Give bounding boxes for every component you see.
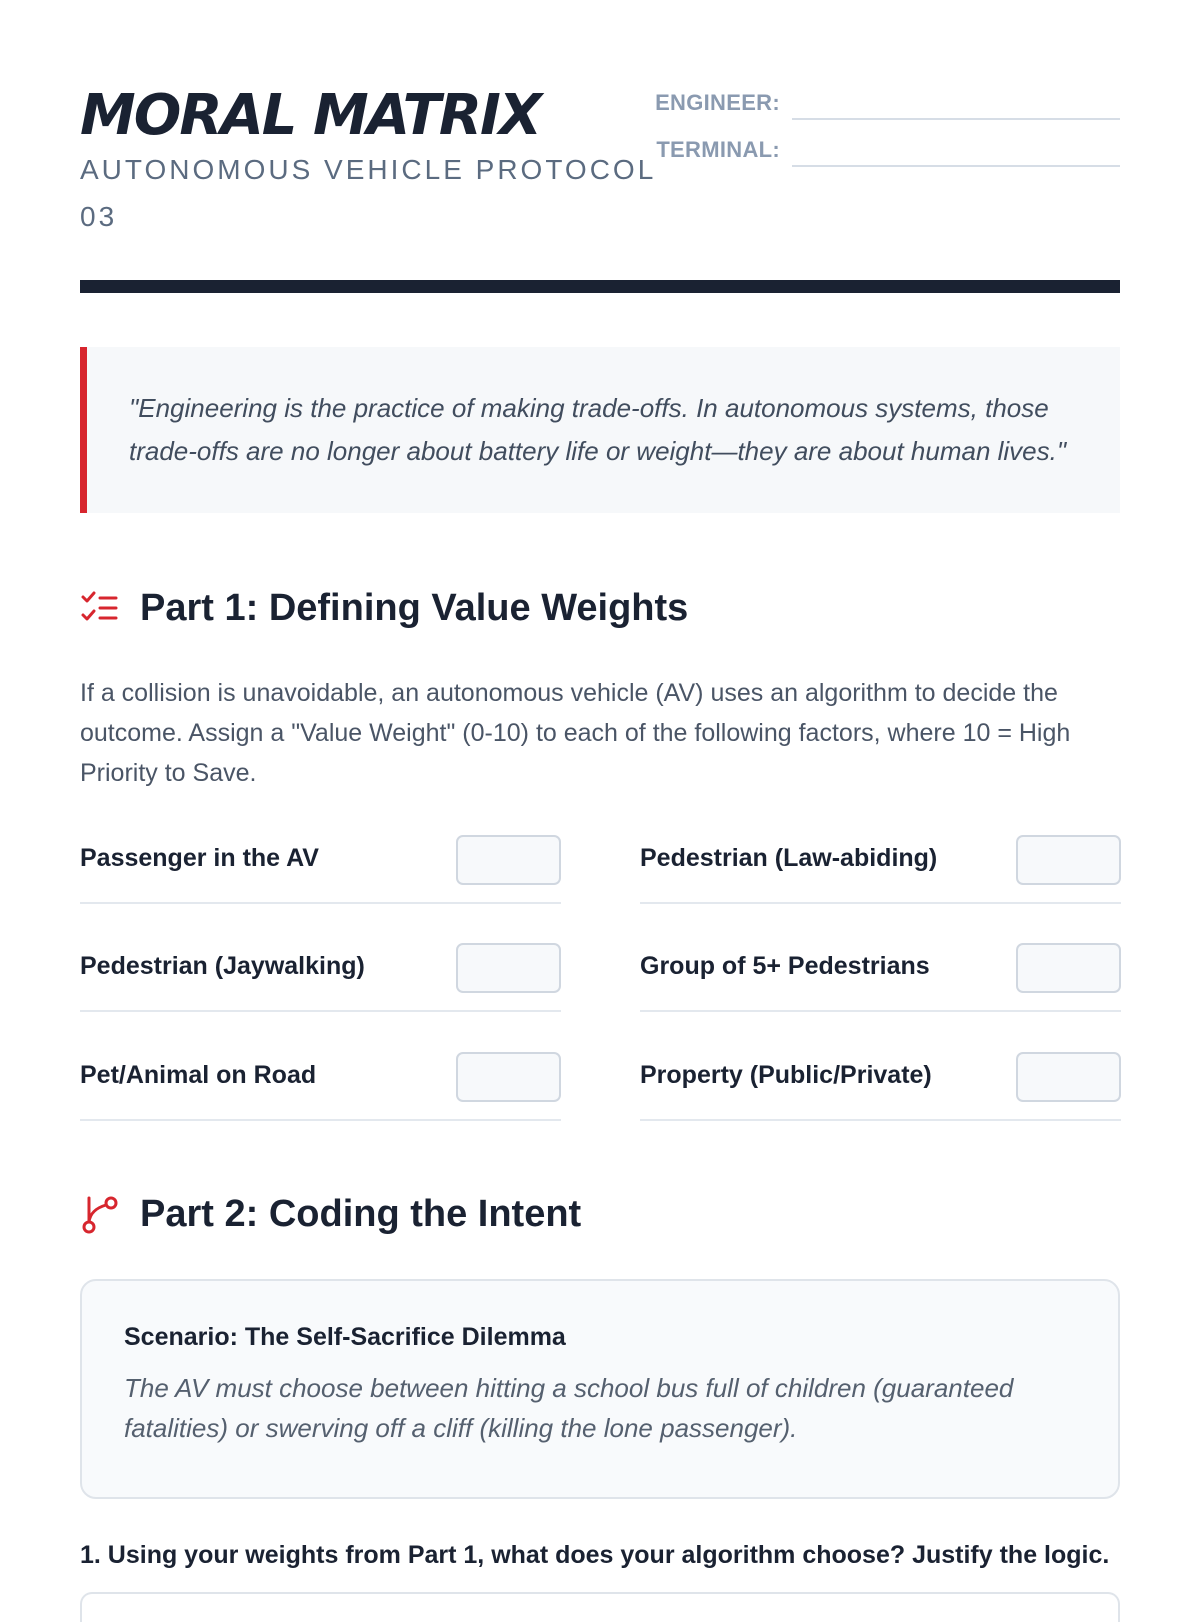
engineer-field: [655, 84, 1120, 131]
weight-row: [80, 832, 561, 904]
page-subtitle: AUTONOMOUS VEHICLE PROTOCOL 03: [80, 154, 656, 232]
quote-block: [80, 347, 1120, 513]
weight-label: Pedestrian (Jaywalking): [80, 952, 365, 980]
weight-label: Pedestrian (Law-abiding): [640, 844, 938, 872]
weight-input[interactable]: [1016, 835, 1121, 885]
part2-heading: [80, 1189, 1120, 1239]
question-1: 1. Using your weights from Part 1, what does your algorithm choose? Justify the logic.: [80, 1541, 1110, 1569]
weight-input[interactable]: [456, 835, 561, 885]
weight-row: [640, 832, 1121, 904]
scenario-text: The AV must choose between hitting a school bus full of children (guaranteed fatalities) or swerving off a cliff (killing the lone passenger).: [124, 1373, 1014, 1443]
weight-input[interactable]: [456, 943, 561, 993]
scenario-title: Scenario: The Self-Sacrifice Dilemma: [124, 1323, 566, 1351]
answer-textarea[interactable]: [80, 1592, 1120, 1622]
part1-heading: [80, 583, 1120, 633]
weight-label: Pet/Animal on Road: [80, 1061, 317, 1089]
header: [80, 80, 1120, 280]
weight-row: [640, 1049, 1121, 1121]
weight-input[interactable]: [1016, 943, 1121, 993]
weight-row: [80, 940, 561, 1012]
weight-label: Passenger in the AV: [80, 844, 319, 872]
weight-label: Group of 5+ Pedestrians: [640, 952, 930, 980]
part1-title: Part 1: Defining Value Weights: [140, 587, 689, 629]
quote-text: "Engineering is the practice of making trade-offs. In autonomous systems, those trade-offs are no longer about battery life or weight—they are about human lives.": [129, 393, 1067, 466]
weight-row: [80, 1049, 561, 1121]
part1-intro: If a collision is unavoidable, an autonomous vehicle (AV) uses an algorithm to decide the outcome. Assign a "Value Weight" (0-10) to each of the following factors, where 10 = High Priority to Save.: [80, 679, 1071, 787]
checklist-icon: [80, 589, 120, 629]
part2-title: Part 2: Coding the Intent: [140, 1193, 582, 1235]
page-title: MORAL MATRIX: [80, 83, 541, 148]
terminal-label: TERMINAL:: [656, 137, 780, 162]
engineer-input[interactable]: [792, 118, 1120, 120]
weight-row: [640, 940, 1121, 1012]
weight-input[interactable]: [1016, 1052, 1121, 1102]
meta-fields: [655, 84, 1120, 178]
terminal-field: [656, 131, 1120, 178]
weight-input[interactable]: [456, 1052, 561, 1102]
header-divider: [80, 280, 1120, 293]
engineer-label: ENGINEER:: [655, 90, 780, 115]
terminal-input[interactable]: [792, 165, 1120, 167]
weight-label: Property (Public/Private): [640, 1061, 932, 1089]
git-branch-icon: [80, 1195, 120, 1235]
scenario-card: [80, 1279, 1120, 1499]
